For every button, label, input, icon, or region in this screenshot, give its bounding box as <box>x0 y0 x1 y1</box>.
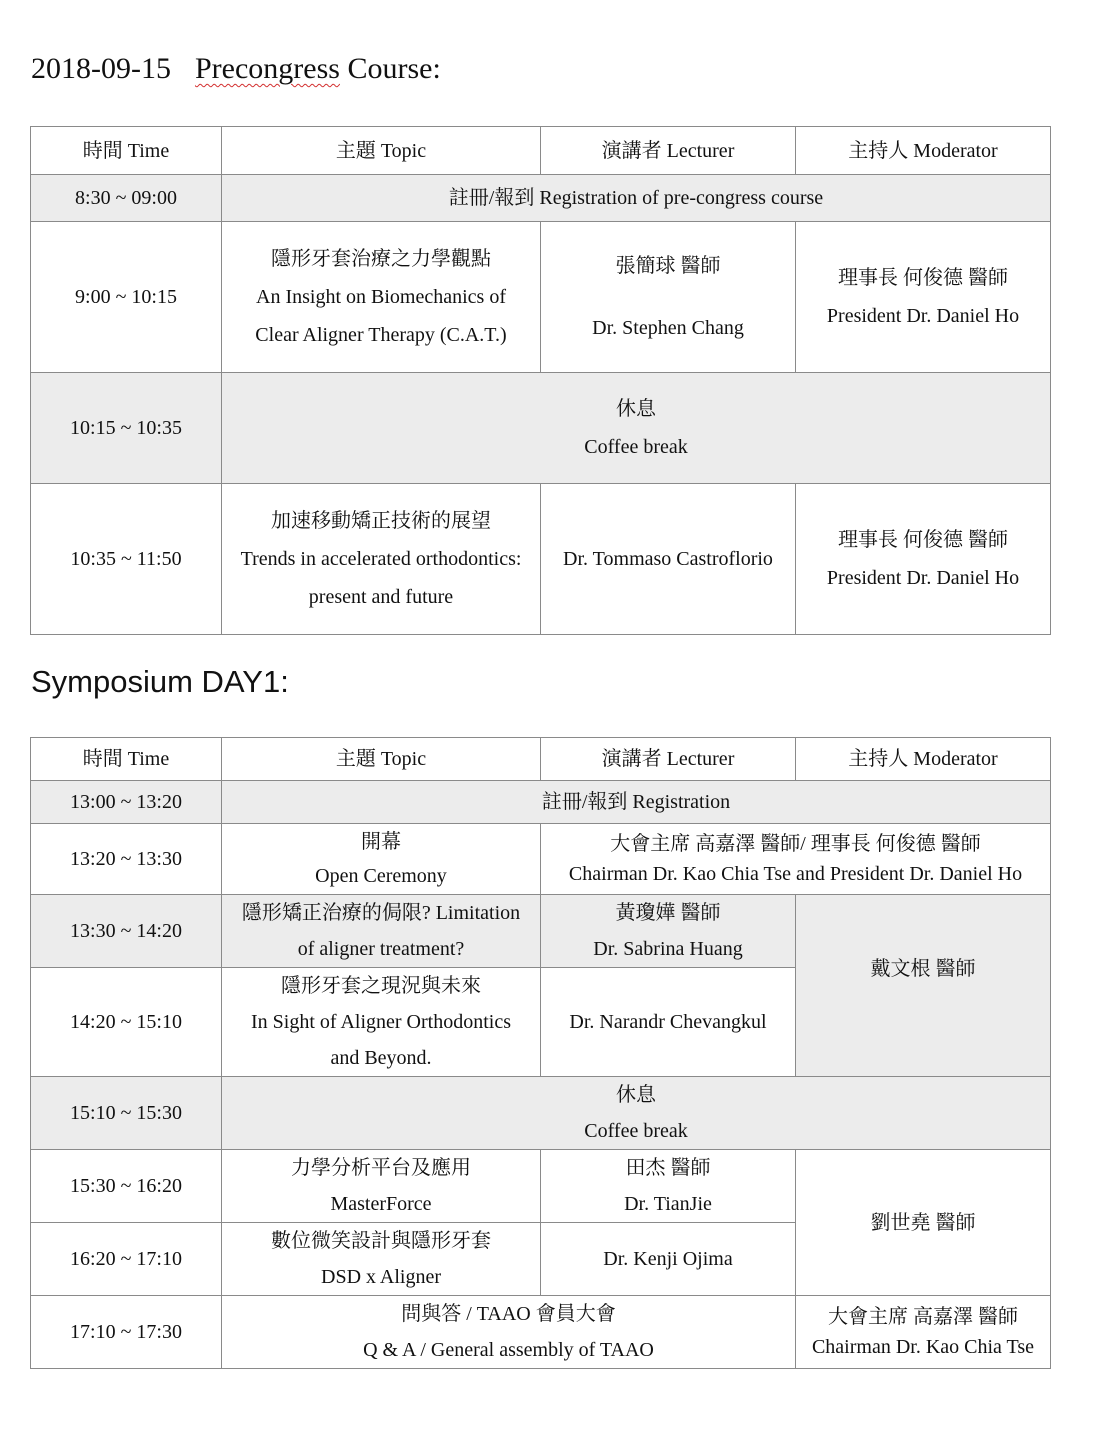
break-en: Coffee break <box>584 1120 688 1142</box>
moderator-cell <box>796 222 1051 373</box>
break-zh: 休息 <box>616 1084 656 1106</box>
topic-cell <box>222 222 541 373</box>
header-moderator: 主持人 Moderator <box>796 127 1051 175</box>
time-cell: 13:20 ~ 13:30 <box>31 824 222 895</box>
time-cell: 10:15 ~ 10:35 <box>31 373 222 484</box>
header-time: 時間 Time <box>31 127 222 175</box>
precongress-schedule-table <box>30 126 1051 635</box>
topic-zh: 隱形牙套治療之力學觀點 <box>271 248 491 270</box>
lecturer-cell <box>541 222 796 373</box>
table-row <box>31 824 1051 895</box>
table-row <box>31 1077 1051 1150</box>
table-row <box>31 222 1051 373</box>
topic-en: Trends in accelerated orthodontics: <box>240 548 522 570</box>
topic-cell <box>222 1150 541 1223</box>
topic-cell <box>222 824 541 895</box>
topic-zh: 問與答 / TAAO 會員大會 <box>401 1303 616 1325</box>
speaker-en: Chairman Dr. Kao Chia Tse and President Dr. Daniel Ho <box>568 863 1023 885</box>
time-cell: 17:10 ~ 17:30 <box>31 1296 222 1369</box>
lecturer-en: Dr. Sabrina Huang <box>593 938 743 960</box>
break-cell <box>222 1077 1051 1150</box>
table-row <box>31 175 1051 222</box>
moderator-block: 戴文根 醫師 <box>796 895 1051 1077</box>
time-cell: 8:30 ~ 09:00 <box>31 175 222 222</box>
topic-en: Clear Aligner Therapy (C.A.T.) <box>255 324 507 346</box>
header-topic: 主題 Topic <box>222 127 541 175</box>
lecturer-cell <box>541 1150 796 1223</box>
moderator-cell <box>796 1296 1051 1369</box>
time-cell: 13:30 ~ 14:20 <box>31 895 222 968</box>
table-row <box>31 895 1051 968</box>
header-topic: 主題 Topic <box>222 738 541 781</box>
table-row <box>31 1150 1051 1223</box>
topic-en: and Beyond. <box>330 1047 432 1069</box>
day1-title: Symposium DAY1: <box>31 664 289 699</box>
header-lecturer: 演講者 Lecturer <box>541 127 796 175</box>
table-row <box>31 1296 1051 1369</box>
topic-cell <box>222 895 541 968</box>
precongress-title-word: Precongress <box>194 52 340 85</box>
day1-schedule-table <box>30 737 1051 1369</box>
topic-zh: 數位微笑設計與隱形牙套 <box>271 1230 491 1252</box>
registration-cell: 註冊/報到 Registration of pre-congress course <box>222 175 1051 222</box>
topic-en: An Insight on Biomechanics of <box>256 286 506 308</box>
moderator-en: President Dr. Daniel Ho <box>826 567 1020 589</box>
time-cell: 13:00 ~ 13:20 <box>31 781 222 824</box>
precongress-title <box>31 52 441 86</box>
lecturer-zh: 張簡球 醫師 <box>615 255 721 277</box>
topic-en: present and future <box>308 586 454 608</box>
moderator-en: Chairman Dr. Kao Chia Tse <box>811 1336 1035 1358</box>
topic-en: In Sight of Aligner Orthodontics <box>251 1011 511 1033</box>
time-cell: 16:20 ~ 17:10 <box>31 1223 222 1296</box>
time-cell: 15:30 ~ 16:20 <box>31 1150 222 1223</box>
lecturer-en: Dr. TianJie <box>624 1193 712 1215</box>
topic-cell <box>222 968 541 1077</box>
moderator-block: 劉世堯 醫師 <box>796 1150 1051 1296</box>
topic-zh: 隱形牙套之現況與未來 <box>281 975 481 997</box>
moderator-en: President Dr. Daniel Ho <box>826 305 1020 327</box>
topic-en: of aligner treatment? <box>297 938 465 960</box>
topic-en: MasterForce <box>330 1193 432 1215</box>
lecturer-cell: Dr. Tommaso Castroflorio <box>541 484 796 635</box>
break-cell <box>222 373 1051 484</box>
moderator-zh: 理事長 何俊德 醫師 <box>838 529 1008 551</box>
header-row <box>31 127 1051 175</box>
precongress-date: 2018-09-15 <box>31 52 171 85</box>
header-row <box>31 738 1051 781</box>
lecturer-zh: 田杰 醫師 <box>625 1157 711 1179</box>
lecturer-zh: 黃瓊嬅 醫師 <box>615 902 721 924</box>
table-row <box>31 781 1051 824</box>
topic-en: Open Ceremony <box>315 865 447 887</box>
precongress-title-suffix: Course: <box>347 52 441 85</box>
time-cell: 9:00 ~ 10:15 <box>31 222 222 373</box>
lecturer-en: Dr. Stephen Chang <box>592 317 744 339</box>
topic-zh: 力學分析平台及應用 <box>291 1157 471 1179</box>
time-cell: 15:10 ~ 15:30 <box>31 1077 222 1150</box>
topic-cell <box>222 1223 541 1296</box>
topic-en: DSD x Aligner <box>321 1266 441 1288</box>
topic-zh: 加速移動矯正技術的展望 <box>271 510 491 532</box>
time-cell: 10:35 ~ 11:50 <box>31 484 222 635</box>
lecturer-cell: Dr. Kenji Ojima <box>541 1223 796 1296</box>
speaker-zh: 大會主席 高嘉澤 醫師/ 理事長 何俊德 醫師 <box>610 833 981 855</box>
lecturer-cell <box>541 895 796 968</box>
header-time: 時間 Time <box>31 738 222 781</box>
registration-cell: 註冊/報到 Registration <box>222 781 1051 824</box>
moderator-cell <box>796 484 1051 635</box>
topic-cell <box>222 484 541 635</box>
topic-zh: 隱形矯正治療的侷限? Limitation <box>241 902 521 924</box>
topic-zh: 開幕 <box>361 831 401 853</box>
table-row <box>31 373 1051 484</box>
moderator-zh: 理事長 何俊德 醫師 <box>838 267 1008 289</box>
header-moderator: 主持人 Moderator <box>796 738 1051 781</box>
topic-en: Q & A / General assembly of TAAO <box>363 1339 654 1361</box>
time-cell: 14:20 ~ 15:10 <box>31 968 222 1077</box>
table-row <box>31 484 1051 635</box>
speaker-moderator-cell <box>541 824 1051 895</box>
lecturer-cell: Dr. Narandr Chevangkul <box>541 968 796 1077</box>
header-lecturer: 演講者 Lecturer <box>541 738 796 781</box>
break-zh: 休息 <box>616 398 656 420</box>
break-en: Coffee break <box>584 436 688 458</box>
topic-span-cell <box>222 1296 796 1369</box>
moderator-zh: 大會主席 高嘉澤 醫師 <box>828 1306 1018 1328</box>
